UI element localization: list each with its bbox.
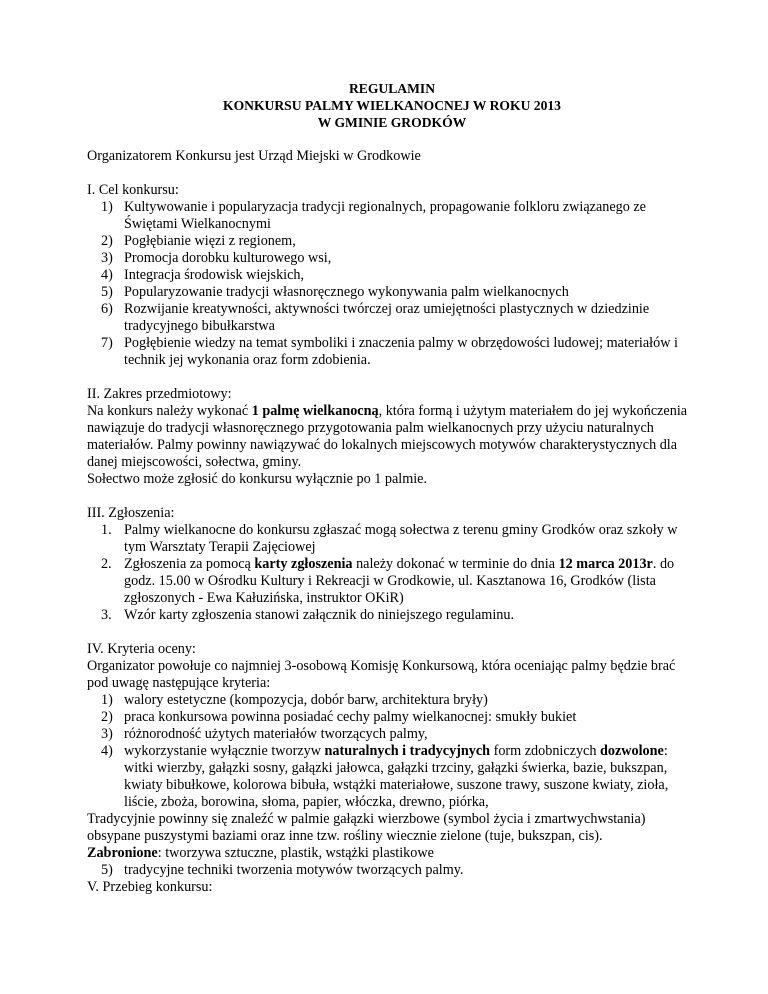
- document-title: [87, 80, 697, 131]
- goals-list: [87, 199, 697, 369]
- list-item: 4) wykorzystanie wyłącznie tworzyw naturalnych i tradycyjnych form zdobniczych dozwolone: witki wierzby, gałązki sosny, gałązki jałowca, gałązki trzciny, gałązki świerka, bazie, bukszpan, kwiaty bibułkowe, kolorowa bibuła, wstążki materiałowe, suszone trawy, suszone kwiaty, zioła, liście, zboża, borowina, słoma, papier, włóczka, drewno, piórka,: [101, 743, 669, 810]
- list-item: 3) różnorodność użytych materiałów tworzących palmy,: [101, 726, 428, 742]
- list-item: 1) Kultywowanie i popularyzacja tradycji regionalnych, propagowanie folkloru związanego ze Świętami Wielkanocnymi: [101, 199, 646, 232]
- criteria-list-continued: [87, 862, 697, 879]
- section-criteria: [87, 641, 697, 879]
- list-item: 7) Pogłębienie wiedzy na temat symboliki i znaczenia palmy w obrzędowości ludowej; materiałów i technik jej wykonania oraz form zdobienia.: [101, 335, 678, 368]
- section-goals-heading: I. Cel konkursu:: [87, 182, 179, 198]
- list-item: 2) praca konkursowa powinna posiadać cechy palmy wielkanocnej: smukły bukiet: [101, 709, 577, 725]
- section-criteria-heading: IV. Kryteria oceny:: [87, 641, 196, 657]
- list-item: 4) Integracja środowisk wiejskich,: [101, 267, 305, 283]
- list-item: 3) Promocja dorobku kulturowego wsi,: [101, 250, 332, 266]
- list-item: 6) Rozwijanie kreatywności, aktywności twórczej oraz umiejętności plastycznych w dziedzinie tradycyjnego bibułkarstwa: [101, 301, 650, 334]
- section-course-heading: V. Przebieg konkursu:: [87, 879, 213, 895]
- section-course: [87, 879, 697, 896]
- section-goals: [87, 182, 697, 369]
- title-line-3: W GMINIE GRODKÓW: [317, 115, 467, 130]
- scope-paragraph: Na konkurs należy wykonać 1 palmę wielkanocną, która formą i użytym materiałem do jej wykończenia nawiązuje do tradycji własnoręcznego przygotowania palm wielkanocnych przy użyciu naturalnych materiałów. Palmy powinny nawiązywać do lokalnych miejscowych motywów charakterystycznych dla danej miejscowości, sołectwa, gminy.: [87, 403, 688, 470]
- section-scope-heading: II. Zakres przedmiotowy:: [87, 386, 232, 402]
- section-applications: [87, 505, 697, 624]
- title-line-1: REGULAMIN: [348, 81, 436, 96]
- list-item: 1. Palmy wielkanocne do konkursu zgłaszać mogą sołectwa z terenu gminy Grodków oraz szkoły w tym Warsztaty Terapii Zajęciowej: [101, 522, 678, 555]
- list-item: 1) walory estetyczne (kompozycja, dobór barw, architektura bryły): [101, 692, 488, 708]
- criteria-list: [87, 692, 697, 811]
- document-page: [87, 80, 697, 896]
- scope-limit-paragraph: Sołectwo może zgłosić do konkursu wyłącznie po 1 palmie.: [87, 471, 428, 487]
- organizer-paragraph: Organizatorem Konkursu jest Urząd Miejski w Grodkowie: [87, 148, 421, 164]
- list-item: 5) tradycyjne techniki tworzenia motywów tworzących palmy.: [101, 862, 464, 878]
- section-applications-heading: III. Zgłoszenia:: [87, 505, 175, 521]
- list-item: 3. Wzór karty zgłoszenia stanowi załącznik do niniejszego regulaminu.: [101, 607, 515, 623]
- forbidden-paragraph: Zabronione: tworzywa sztuczne, plastik, wstążki plastikowe: [87, 845, 434, 861]
- criteria-intro: Organizator powołuje co najmniej 3-osobową Komisję Konkursową, która oceniając palmy będzie brać pod uwagę następujące kryteria:: [87, 658, 676, 691]
- title-line-2: KONKURSU PALMY WIELKANOCNEJ W ROKU 2013: [223, 98, 561, 113]
- section-scope: [87, 386, 697, 488]
- traditional-paragraph: Tradycyjnie powinny się znaleźć w palmie gałązki wierzbowe (symbol życia i zmartwychwstania) obsypane puszystymi baziami oraz inne tzw. rośliny wiecznie zielone (tuje, bukszpan, cis).: [87, 811, 646, 844]
- list-item: 5) Popularyzowanie tradycji własnoręcznego wykonywania palm wielkanocnych: [101, 284, 569, 300]
- applications-list: [87, 522, 697, 624]
- list-item: 2) Pogłębianie więzi z regionem,: [101, 233, 296, 249]
- list-item: 2. Zgłoszenia za pomocą karty zgłoszenia należy dokonać w terminie do dnia 12 marca 2013r. do godz. 15.00 w Ośrodku Kultury i Rekreacji w Grodkowie, ul. Kasztanowa 16, Grodków (lista zgłoszonych - Ewa Kałuzińska, instruktor OKiR): [101, 556, 675, 606]
